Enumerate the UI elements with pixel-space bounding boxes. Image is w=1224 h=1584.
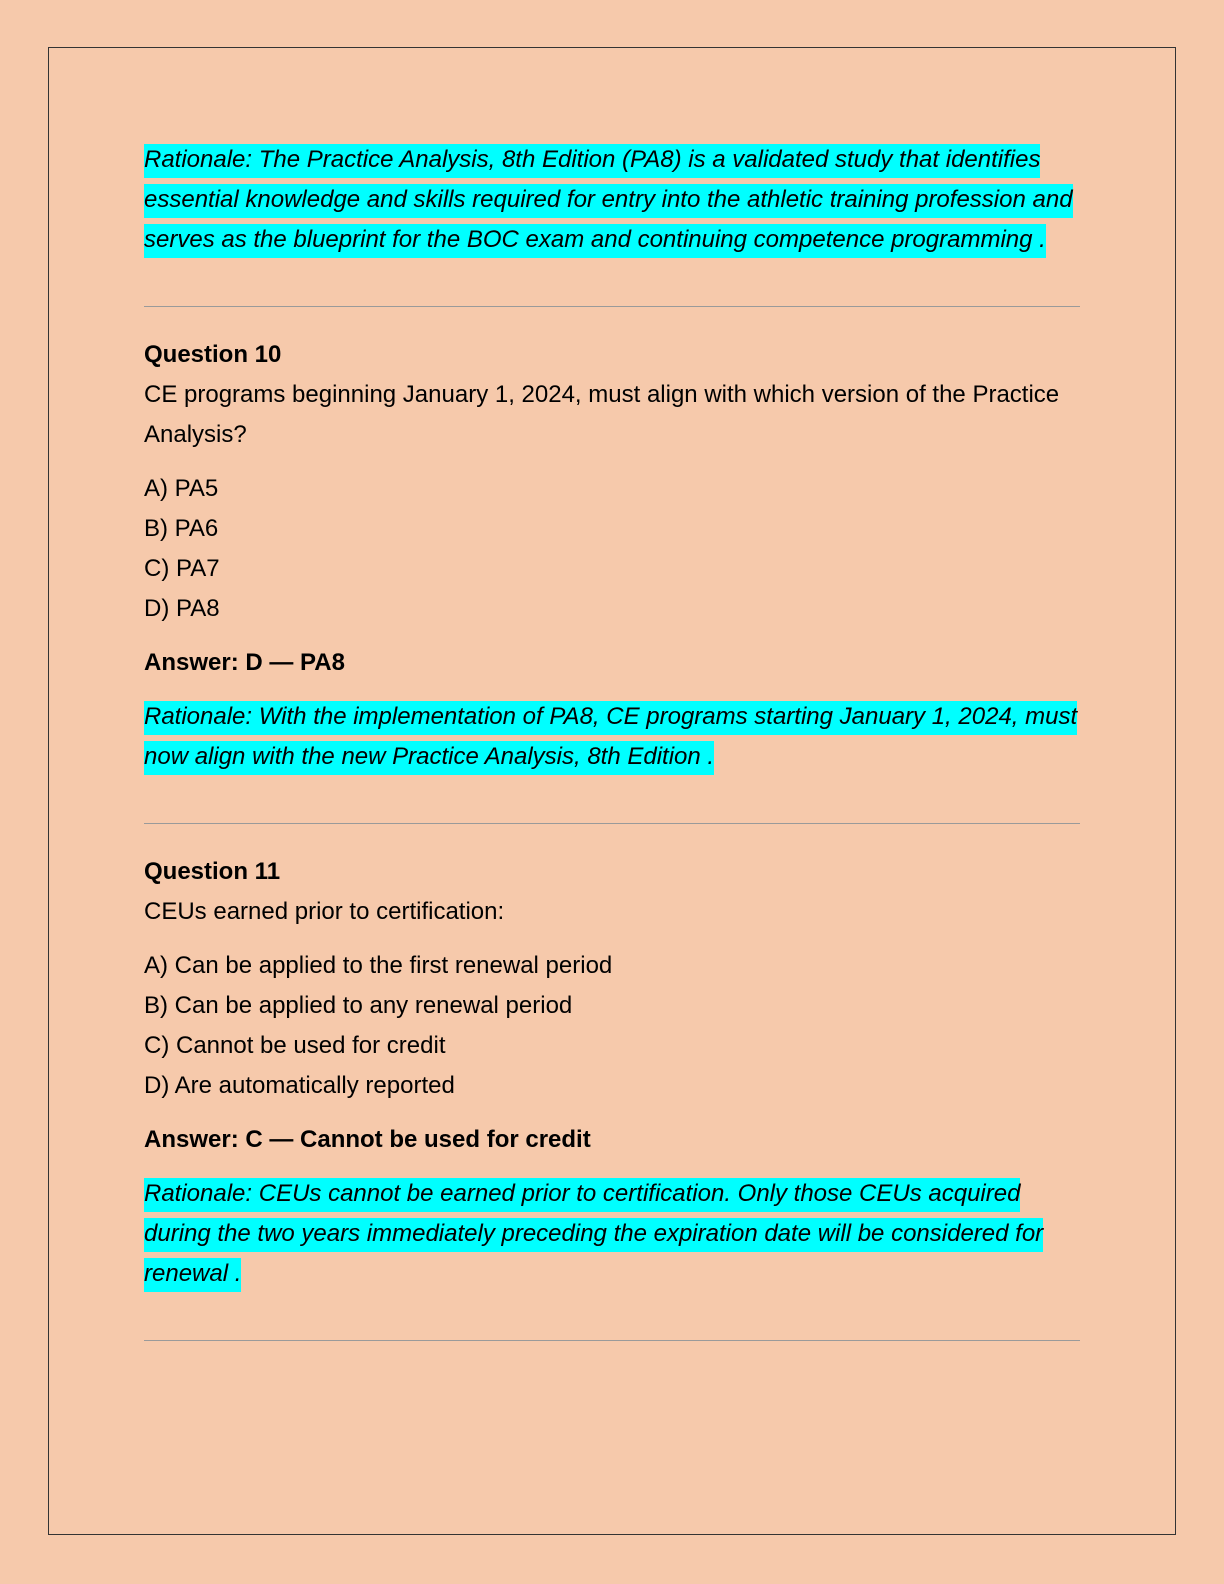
document-content: [144, 140, 1080, 1341]
option-a: A) PA5: [144, 475, 219, 502]
option-a: A) Can be applied to the first renewal period: [144, 952, 613, 979]
question-10: [144, 335, 1080, 777]
question-text: CE programs beginning January 1, 2024, must align with which version of the Practice Analysis?: [144, 381, 1060, 448]
options-list: [144, 469, 1080, 629]
option-c: C) PA7: [144, 555, 220, 582]
option-d: D) Are automatically reported: [144, 1072, 455, 1099]
option-d: D) PA8: [144, 595, 220, 622]
option-b: B) Can be applied to any renewal period: [144, 992, 573, 1019]
divider: [144, 1340, 1080, 1341]
question-title: Question 11: [144, 858, 281, 885]
option-c: C) Cannot be used for credit: [144, 1032, 446, 1059]
rationale: [144, 1174, 1080, 1294]
divider: [144, 823, 1080, 824]
rationale-text: Rationale: CEUs cannot be earned prior to certification. Only those CEUs acquired during the two years immediately preceding the expiration date will be considered for renewal .: [144, 1178, 1043, 1292]
rationale: [144, 697, 1080, 777]
rationale-text: Rationale: With the implementation of PA8, CE programs starting January 1, 2024, must now align with the new Practice Analysis, 8th Edition .: [144, 701, 1077, 775]
options-list: [144, 946, 1080, 1106]
answer: Answer: C — Cannot be used for credit: [144, 1126, 591, 1153]
intro-rationale-text: Rationale: The Practice Analysis, 8th Edition (PA8) is a validated study that identifies essential knowledge and skills required for entry into the athletic training profession and serves as the blueprint for the BOC exam and continuing competence programming .: [144, 144, 1073, 258]
question-11: [144, 852, 1080, 1294]
intro-rationale: [144, 140, 1080, 260]
divider: [144, 306, 1080, 307]
option-b: B) PA6: [144, 515, 219, 542]
question-title: Question 10: [144, 341, 282, 368]
answer: Answer: D — PA8: [144, 649, 345, 676]
question-text: CEUs earned prior to certification:: [144, 898, 505, 925]
